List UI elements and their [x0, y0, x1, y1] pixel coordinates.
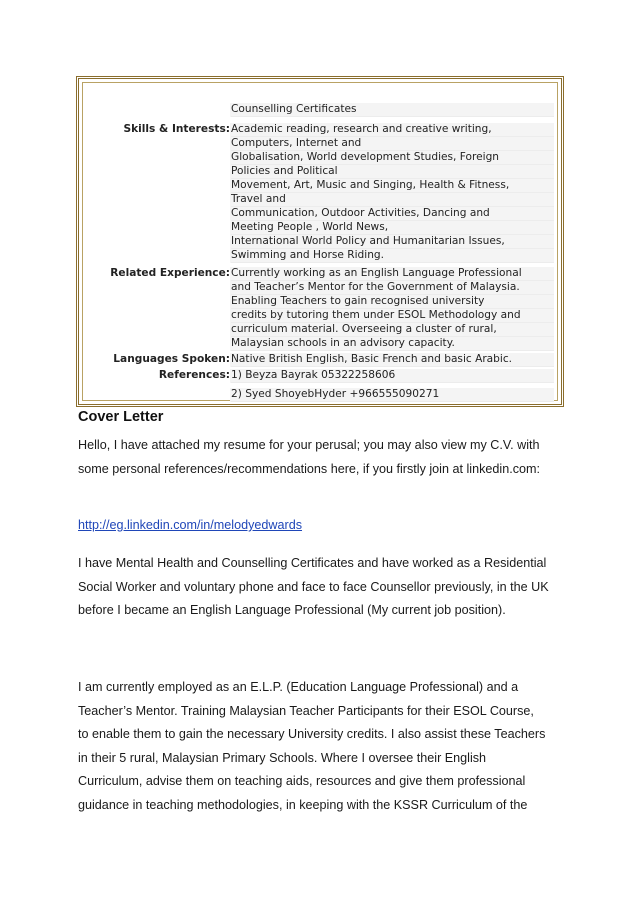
value-line: curriculum material. Overseeing a cluster of rural, — [231, 323, 554, 337]
cover-letter-heading: Cover Letter — [78, 409, 164, 425]
value-line: Enabling Teachers to gain recognised university — [231, 295, 554, 309]
cv-row-value — [230, 353, 554, 367]
cv-row-label: Skills & Interests: — [123, 123, 230, 135]
value-line: Communication, Outdoor Activities, Dancing and — [231, 207, 554, 221]
paragraph-line: guidance in teaching methodologies, in keeping with the KSSR Curriculum of the — [78, 797, 528, 812]
value-line: Movement, Art, Music and Singing, Health & Fitness, — [231, 179, 554, 193]
value-line: Policies and Political — [231, 165, 554, 179]
value-line: Currently working as an English Language Professional — [231, 267, 554, 281]
linkedin-profile-link[interactable]: http://eg.linkedin.com/in/melodyedwards — [78, 518, 303, 532]
cv-row-value — [230, 123, 554, 263]
paragraph-line: Curriculum, advise them on teaching aids, resources and give them professional — [78, 774, 526, 788]
value-line: Computers, Internet and — [231, 137, 554, 151]
paragraph-line: Teacher’s Mentor. Training Malaysian Teacher Participants for their ESOL Course, — [78, 703, 534, 718]
value-line: Counselling Certificates — [231, 103, 554, 117]
paragraph-line: some personal references/recommendations here, if you firstly join at linkedin.com: — [78, 461, 540, 476]
value-line: 2) Syed ShoyebHyder +966555090271 — [231, 388, 554, 402]
paragraph-line: in their 5 rural, Malaysian Primary Schools. Where I oversee their English — [78, 750, 487, 765]
paragraph-line: Social Worker and voluntary phone and face to face Counsellor previously, in the UK — [78, 579, 549, 594]
value-line: and Teacher’s Mentor for the Government of Malaysia. — [231, 281, 554, 295]
value-line: Native British English, Basic French and basic Arabic. — [231, 353, 554, 367]
paragraph-line: before I became an English Language Professional (My current job position). — [78, 603, 506, 617]
cover-letter-paragraph-background — [78, 552, 562, 623]
cover-letter-paragraph-intro — [78, 434, 562, 481]
cv-row-value — [230, 388, 554, 402]
cv-details-table — [82, 82, 558, 401]
value-line: Travel and — [231, 193, 554, 207]
value-line: Swimming and Horse Riding. — [231, 249, 554, 263]
paragraph-line: I have Mental Health and Counselling Certificates and have worked as a Residential — [78, 556, 547, 570]
cv-row-label: Languages Spoken: — [113, 353, 230, 365]
value-line: International World Policy and Humanitarian Issues, — [231, 235, 554, 249]
value-line: Globalisation, World development Studies, Foreign — [231, 151, 554, 165]
cv-row-value — [230, 267, 554, 351]
cv-row-label: References: — [158, 369, 230, 381]
paragraph-line: to enable them to gain the necessary University credits. I also assist these Teachers — [78, 727, 546, 741]
linkedin-link-line — [78, 514, 562, 538]
cover-letter-paragraph-current-role — [78, 676, 562, 817]
value-line: 1) Beyza Bayrak 05322258606 — [231, 369, 554, 383]
cv-row-value — [230, 103, 554, 117]
cv-details-frame — [76, 76, 564, 407]
paragraph-line: I am currently employed as an E.L.P. (Education Language Professional) and a — [78, 680, 519, 694]
value-line: Meeting People , World News, — [231, 221, 554, 235]
value-line: Academic reading, research and creative writing, — [231, 123, 554, 137]
cv-row-label: Related Experience: — [110, 267, 230, 279]
value-line: credits by tutoring them under ESOL Methodology and — [231, 309, 554, 323]
value-line: Malaysian schools in an advisory capacity. — [231, 337, 554, 351]
cv-row-value — [230, 369, 554, 383]
paragraph-line: Hello, I have attached my resume for your perusal; you may also view my C.V. with — [78, 438, 540, 452]
